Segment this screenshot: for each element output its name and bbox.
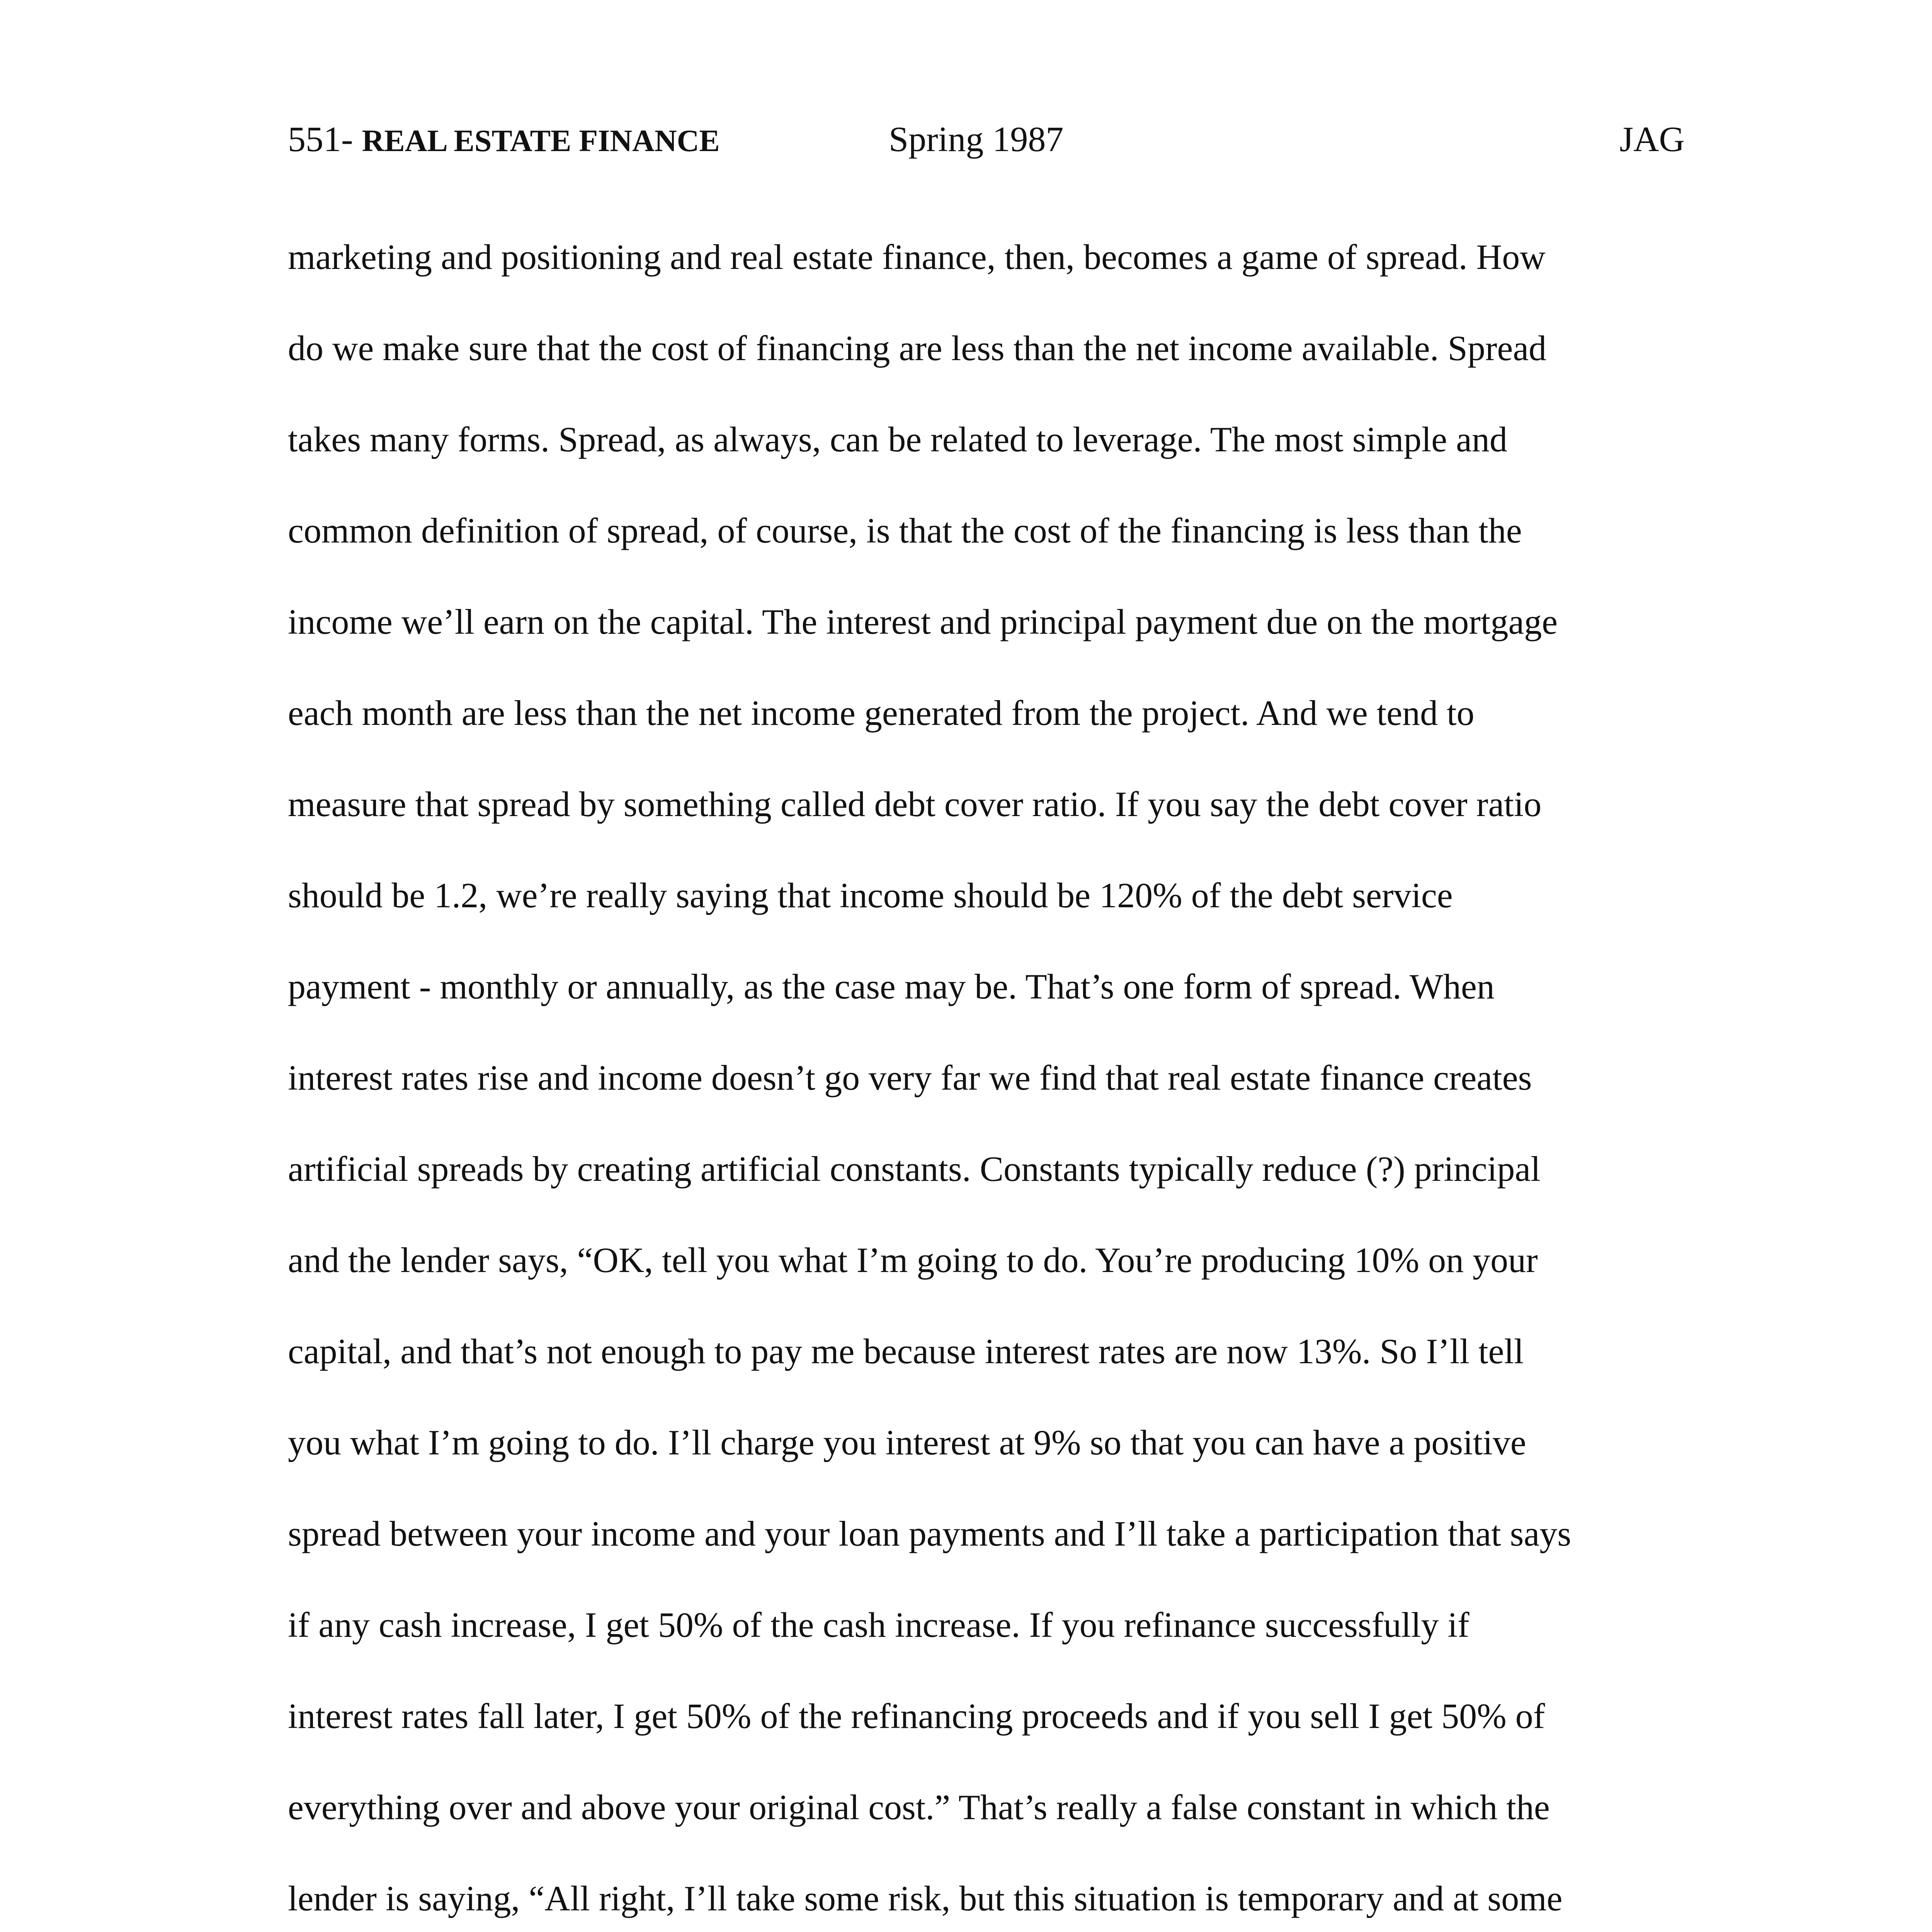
- course-title: REAL ESTATE FINANCE: [362, 124, 720, 158]
- text-line: payment - monthly or annually, as the case may be. That’s one form of spread. When: [288, 967, 1495, 1006]
- page-header: [288, 114, 1685, 164]
- author-initials: JAG: [1619, 119, 1685, 159]
- text-line: if any cash increase, I get 50% of the cash increase. If you refinance successfully if: [288, 1605, 1469, 1645]
- text-line: measure that spread by something called debt cover ratio. If you say the debt cover ratio: [288, 784, 1542, 824]
- text-line: interest rates fall later, I get 50% of the refinancing proceeds and if you sell I get 50% of: [288, 1696, 1545, 1736]
- text-line: everything over and above your original cost.” That’s really a false constant in which the: [288, 1787, 1550, 1827]
- text-line: artificial spreads by creating artificial constants. Constants typically reduce (?) principal: [288, 1149, 1541, 1189]
- text-line: common definition of spread, of course, is that the cost of the financing is less than the: [288, 511, 1522, 550]
- text-line: spread between your income and your loan payments and I’ll take a participation that says: [288, 1514, 1571, 1553]
- course-number: 551-: [288, 119, 353, 159]
- text-line: should be 1.2, we’re really saying that income should be 120% of the debt service: [288, 876, 1453, 915]
- text-line: takes many forms. Spread, as always, can be related to leverage. The most simple and: [288, 420, 1507, 459]
- text-line: each month are less than the net income generated from the project. And we tend to: [288, 693, 1475, 733]
- term-label: Spring 1987: [889, 119, 1064, 159]
- course-heading: [288, 114, 720, 166]
- body-text: [288, 232, 1685, 1932]
- text-line: and the lender says, “OK, tell you what I’m going to do. You’re producing 10% on your: [288, 1240, 1538, 1280]
- text-line: interest rates rise and income doesn’t go very far we find that real estate finance creates: [288, 1058, 1532, 1097]
- text-line: do we make sure that the cost of financing are less than the net income available. Spread: [288, 328, 1547, 368]
- text-line: you what I’m going to do. I’ll charge you interest at 9% so that you can have a positive: [288, 1423, 1526, 1462]
- text-line: lender is saying, “All right, I’ll take some risk, but this situation is temporary and at some: [288, 1879, 1563, 1918]
- text-line: income we’ll earn on the capital. The interest and principal payment due on the mortgage: [288, 602, 1558, 641]
- text-line: capital, and that’s not enough to pay me because interest rates are now 13%. So I’ll tell: [288, 1332, 1524, 1371]
- text-line: marketing and positioning and real estate finance, then, becomes a game of spread. How: [288, 237, 1546, 277]
